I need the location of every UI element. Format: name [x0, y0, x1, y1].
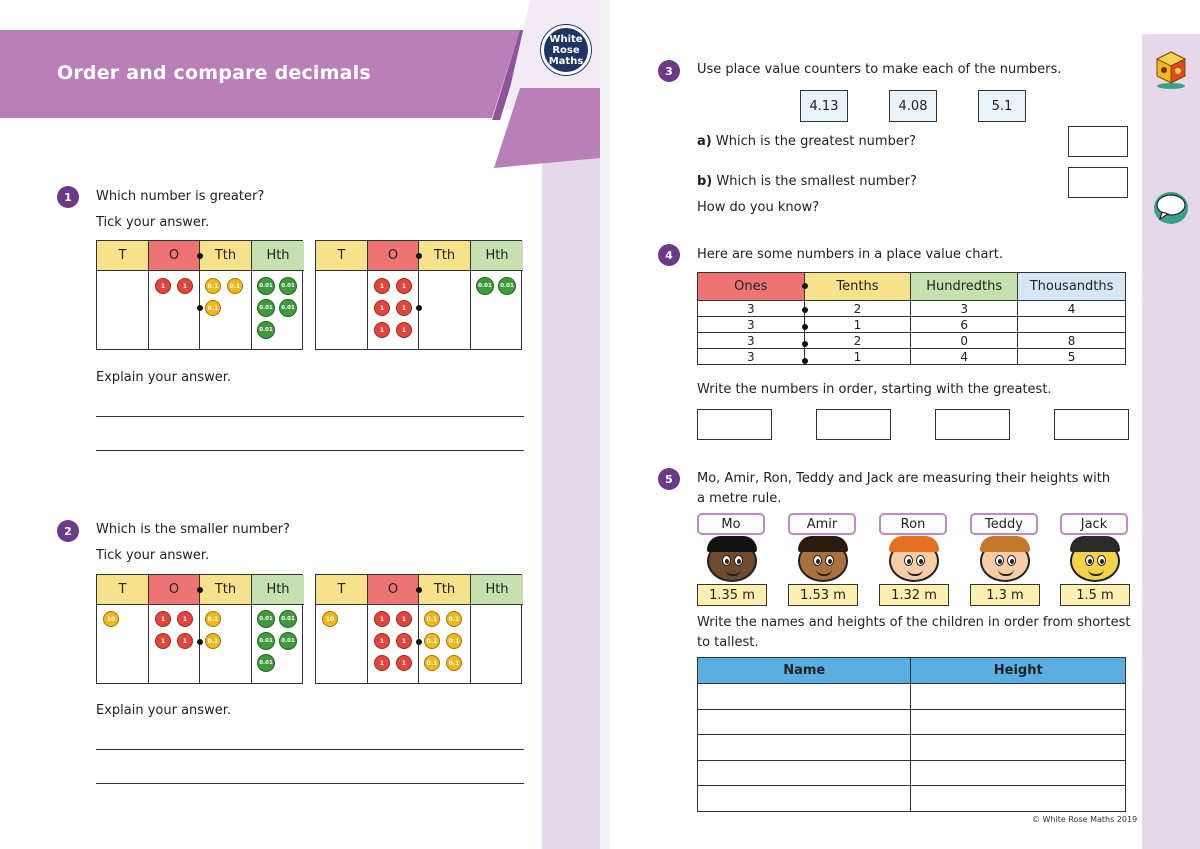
counter-ten: 10	[103, 611, 119, 627]
decimal-point	[802, 307, 808, 313]
header-name: Name	[698, 658, 911, 684]
answer-line[interactable]	[96, 749, 524, 750]
child-height: 1.35 m	[697, 584, 767, 606]
header-tenths: Tth	[419, 575, 471, 605]
q1-chart-b[interactable]	[315, 240, 522, 350]
mo-face-icon	[707, 540, 757, 582]
q2-chart-a[interactable]	[96, 574, 303, 684]
child-height: 1.53 m	[788, 584, 858, 606]
counter-one: 1	[396, 278, 412, 294]
header-tenths: Tth	[200, 241, 252, 271]
counter-tenth: 0.1	[446, 611, 462, 627]
question-number-4: 4	[658, 244, 680, 266]
counter-one: 1	[396, 655, 412, 671]
order-answer-box[interactable]	[1054, 409, 1129, 440]
q2-instruction: Tick your answer.	[96, 548, 210, 563]
q4-order-text: Write the numbers in order, starting with the greatest.	[697, 382, 1052, 397]
q1-instruction: Tick your answer.	[96, 215, 210, 230]
counter-one: 1	[374, 655, 390, 671]
header-height: Height	[911, 658, 1126, 684]
counter-hundredth: 0.01	[476, 277, 494, 295]
header-tenths: Tenths	[804, 273, 911, 301]
number-card: 4.13	[800, 90, 848, 122]
header-ones: O	[149, 575, 200, 605]
white-rose-maths-logo: White Rose Maths	[541, 25, 591, 75]
q3-question: Use place value counters to make each of the numbers.	[697, 62, 1062, 77]
counter-tenth: 0.1	[424, 655, 440, 671]
greatest-answer-box[interactable]	[1068, 126, 1128, 157]
header-hundredths: Hth	[471, 241, 523, 271]
question-number-1: 1	[57, 186, 79, 208]
table-row: 3 2 0 8	[698, 333, 1126, 349]
child-height: 1.3 m	[970, 584, 1040, 606]
child-name-label: Amir	[788, 513, 856, 535]
teddy-face-icon	[980, 540, 1030, 582]
counter-tenth: 0.1	[424, 611, 440, 627]
right-side-strip	[1142, 34, 1200, 849]
child-name-label: Ron	[879, 513, 947, 535]
counter-one: 1	[374, 611, 390, 627]
question-number-2: 2	[57, 520, 79, 542]
child-name-label: Mo	[697, 513, 765, 535]
counter-hundredth: 0.01	[257, 632, 275, 650]
table-row[interactable]	[698, 786, 1126, 812]
header-hundredths: Hth	[252, 241, 304, 271]
smallest-answer-box[interactable]	[1068, 167, 1128, 198]
decimal-point	[802, 324, 808, 330]
ron-face-icon	[889, 540, 939, 582]
question-number-5: 5	[658, 468, 680, 490]
child-name-label: Teddy	[970, 513, 1038, 535]
counter-one: 1	[396, 322, 412, 338]
decimal-point	[802, 283, 808, 289]
q3-part-a: a) Which is the greatest number?	[697, 134, 917, 149]
header-tens: T	[97, 575, 149, 605]
table-row: 3 1 6	[698, 317, 1126, 333]
header-banner	[0, 0, 600, 175]
counter-hundredth: 0.01	[279, 299, 297, 317]
q3-how: How do you know?	[697, 200, 820, 215]
counter-one: 1	[155, 633, 171, 649]
counter-hundredth: 0.01	[279, 277, 297, 295]
counter-hundredth: 0.01	[257, 654, 275, 672]
header-ones: O	[368, 575, 419, 605]
q5-instruction-line2: to tallest.	[697, 635, 759, 650]
header-ones: O	[368, 241, 419, 271]
header-tens: T	[316, 575, 368, 605]
counter-one: 1	[374, 300, 390, 316]
q5-question-line2: a metre rule.	[697, 491, 782, 506]
counter-hundredth: 0.01	[257, 299, 275, 317]
header-tens: T	[316, 241, 368, 271]
counter-one: 1	[374, 278, 390, 294]
q1-question: Which number is greater?	[96, 189, 265, 204]
table-row[interactable]	[698, 760, 1126, 786]
decimal-point	[802, 358, 808, 364]
order-answer-box[interactable]	[816, 409, 891, 440]
counter-tenth: 0.1	[227, 278, 243, 294]
amir-face-icon	[798, 540, 848, 582]
decimal-point	[802, 341, 808, 347]
counter-hundredth: 0.01	[279, 610, 297, 628]
child-height: 1.5 m	[1060, 584, 1130, 606]
header-tenths: Tth	[200, 575, 252, 605]
counter-one: 1	[177, 611, 193, 627]
header-tenths: Tth	[419, 241, 471, 271]
header-hundredths: Hth	[252, 575, 304, 605]
child-name-label: Jack	[1060, 513, 1128, 535]
q4-question: Here are some numbers in a place value chart.	[697, 247, 1004, 262]
counter-hundredth: 0.01	[279, 632, 297, 650]
table-row: 3 1 4 5	[698, 349, 1126, 365]
q2-explain: Explain your answer.	[96, 703, 231, 718]
counter-ten: 10	[322, 611, 338, 627]
counter-one: 1	[155, 278, 171, 294]
q5-instruction-line1: Write the names and heights of the children in order from shortest	[697, 615, 1131, 630]
counter-tenth: 0.1	[446, 633, 462, 649]
copyright-text: © White Rose Maths 2019	[1032, 815, 1138, 824]
counter-one: 1	[177, 633, 193, 649]
q2-question: Which is the smaller number?	[96, 522, 290, 537]
counter-one: 1	[396, 633, 412, 649]
counter-hundredth: 0.01	[257, 610, 275, 628]
page-gutter	[600, 0, 610, 849]
counter-one: 1	[374, 322, 390, 338]
counter-one: 1	[396, 300, 412, 316]
counter-one: 1	[396, 611, 412, 627]
table-row[interactable]	[698, 684, 1126, 710]
speech-bubble-icon	[1152, 186, 1190, 228]
page-title: Order and compare decimals	[57, 62, 371, 84]
number-card: 5.1	[978, 90, 1026, 122]
header-hundredths: Hth	[471, 575, 523, 605]
order-answer-box[interactable]	[697, 409, 772, 440]
counter-tenth: 0.1	[424, 633, 440, 649]
cube-icon	[1152, 48, 1190, 90]
counter-hundredth: 0.01	[498, 277, 516, 295]
answer-line[interactable]	[96, 450, 524, 451]
number-card: 4.08	[889, 90, 937, 122]
q3-part-b: b) Which is the smallest number?	[697, 174, 917, 189]
table-row[interactable]	[698, 735, 1126, 761]
q1-explain: Explain your answer.	[96, 370, 231, 385]
jack-face-icon	[1070, 540, 1120, 582]
header-ones: O	[149, 241, 200, 271]
q4-place-value-table	[697, 272, 1126, 365]
order-answer-box[interactable]	[935, 409, 1010, 440]
q1-chart-a[interactable]	[96, 240, 303, 350]
answer-line[interactable]	[96, 783, 524, 784]
question-number-3: 3	[658, 60, 680, 82]
header-ones: Ones	[698, 273, 805, 301]
counter-tenth: 0.1	[205, 633, 221, 649]
answer-line[interactable]	[96, 416, 524, 417]
counter-hundredth: 0.01	[257, 321, 275, 339]
table-row[interactable]	[698, 709, 1126, 735]
header-thousandths: Thousandths	[1018, 273, 1126, 301]
counter-tenth: 0.1	[205, 278, 221, 294]
counter-one: 1	[374, 633, 390, 649]
counter-one: 1	[177, 278, 193, 294]
q5-answer-table	[697, 657, 1126, 812]
counter-tenth: 0.1	[205, 300, 221, 316]
counter-tenth: 0.1	[205, 611, 221, 627]
child-height: 1.32 m	[879, 584, 949, 606]
q5-question-line1: Mo, Amir, Ron, Teddy and Jack are measuring their heights with	[697, 471, 1111, 486]
header-tens: T	[97, 241, 149, 271]
header-hundredths: Hundredths	[911, 273, 1018, 301]
q2-chart-b[interactable]	[315, 574, 522, 684]
counter-tenth: 0.1	[446, 655, 462, 671]
table-row: 3 2 3 4	[698, 301, 1126, 317]
counter-hundredth: 0.01	[257, 277, 275, 295]
counter-one: 1	[155, 611, 171, 627]
